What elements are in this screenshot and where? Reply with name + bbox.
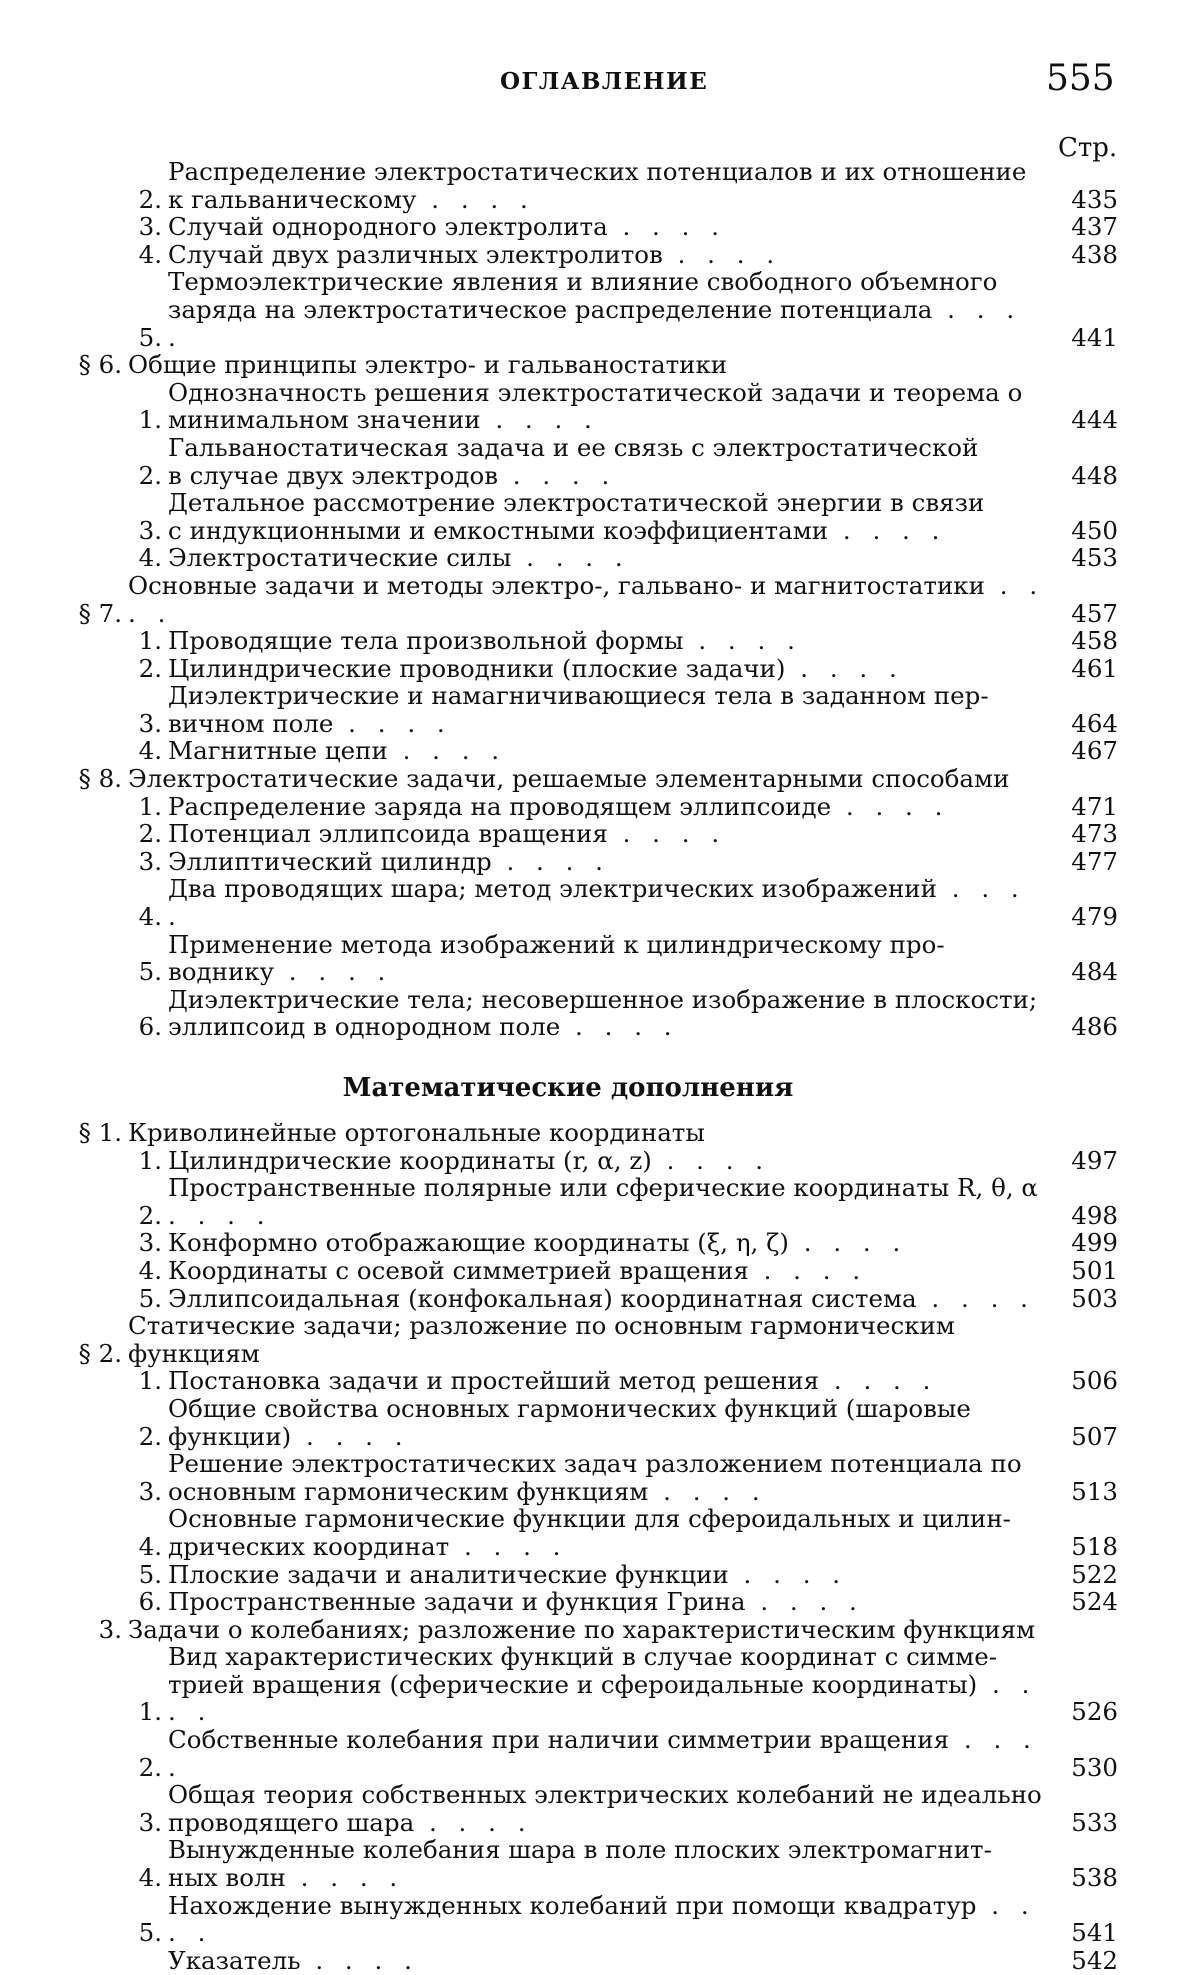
toc-entry — [78, 875, 1118, 930]
toc-entry — [78, 241, 1118, 269]
toc-entry-title — [168, 682, 1048, 737]
toc-entry-page: 464 — [1071, 708, 1118, 738]
dot-leader: . . . . — [128, 570, 1045, 628]
toc-entry — [78, 627, 1118, 655]
toc-entry-title — [168, 434, 1048, 489]
dot-leader: . . . . — [416, 184, 535, 214]
toc-entry-title-line: Электростатические задачи, решаемые элементарными способами — [128, 764, 1010, 794]
toc-entry-number: 4. — [138, 1863, 162, 1893]
toc-entry-title — [128, 765, 1048, 793]
toc-entry-title-line: Пространственные полярные или сферические координаты R, θ, α . . . . — [168, 1173, 1038, 1230]
toc-entry-number: 3. — [138, 708, 162, 738]
toc-entry-title-line: вичном поле . . . . — [168, 708, 452, 738]
toc-entry-title — [168, 1285, 1048, 1313]
toc-entry-page: 450 — [1071, 515, 1118, 545]
toc-entry-page: 513 — [1071, 1476, 1118, 1506]
toc-entry-title — [128, 1616, 1048, 1644]
toc-entry-page: 448 — [1071, 460, 1118, 490]
toc-entry-number: § 2. — [78, 1338, 122, 1368]
toc-entry-number: 2. — [138, 1752, 162, 1782]
toc-entry-title-line: Координаты с осевой симметрией вращения . . . . — [168, 1255, 868, 1285]
dot-leader: . . . . — [168, 1725, 1038, 1782]
toc-entry-number: 3. — [138, 1807, 162, 1837]
toc-entry — [78, 1367, 1118, 1395]
dot-leader: . . . . — [745, 1587, 864, 1617]
toc-entry-title-line: Указатель . . . . — [168, 1945, 419, 1975]
toc-entry-title-line: функциям — [128, 1338, 260, 1368]
toc-entry-title-line: к гальваническому . . . . — [168, 184, 535, 214]
toc-entry-number: § 8. — [78, 764, 122, 794]
toc-entry-number: § 7. — [78, 598, 122, 628]
toc-entry-number: 5. — [138, 322, 162, 352]
dot-leader: . . . . — [291, 1421, 410, 1451]
toc-entry-title-line: Детальное рассмотрение электростатической энергии в связи — [168, 488, 985, 518]
dot-leader: . . . . — [651, 1145, 771, 1175]
toc-entry-number: 4. — [138, 239, 162, 269]
toc-entry-title-line: основным гармоническим функциям . . . . — [168, 1476, 767, 1506]
toc-entry-title — [128, 1119, 1048, 1147]
toc-entry-page: 542 — [1071, 1945, 1118, 1975]
toc-entry — [78, 820, 1118, 848]
dot-leader: . . . . — [333, 708, 452, 738]
toc-entry — [78, 655, 1118, 683]
toc-entry — [78, 379, 1118, 434]
toc-entry-title-line: воднику . . . . — [168, 957, 393, 987]
toc-entry-page: 435 — [1071, 184, 1118, 214]
toc-entry-title — [168, 627, 1048, 655]
toc-entry-title-line: Статические задачи; разложение по основным гармоническим — [128, 1311, 955, 1341]
toc-entry-page: 486 — [1071, 1012, 1118, 1042]
running-header-page-number: 555 — [1046, 58, 1115, 99]
toc-entry-title — [168, 1836, 1048, 1891]
toc-entry-number: 3. — [98, 1614, 122, 1644]
toc-entry-title — [168, 875, 1048, 930]
toc-entry-title — [168, 1561, 1048, 1589]
toc-entry-page: 506 — [1071, 1366, 1118, 1396]
toc-entry-title — [168, 1147, 1048, 1175]
toc-entry-number: 3. — [138, 515, 162, 545]
toc-entry-page: 471 — [1071, 791, 1118, 821]
toc-entry-title-line: Потенциал эллипсоида вращения . . . . — [168, 819, 727, 849]
toc-entry — [78, 765, 1118, 793]
toc-entry-title — [168, 489, 1048, 544]
toc-entry-title-line: Случай двух различных электролитов . . . . — [168, 239, 782, 269]
toc-entry-number: 3. — [138, 212, 162, 242]
toc-entry-page: 437 — [1071, 212, 1118, 242]
toc-entry-title-line: Диэлектрические и намагничивающиеся тела в заданном пер- — [168, 681, 989, 711]
toc-entry-title-line: Эллиптический цилиндр . . . . — [168, 846, 610, 876]
toc-entry-title-line: заряда на электростатическое распределение потенциала . . . . — [168, 294, 1022, 352]
toc-entry-title-line: Диэлектрические тела; несовершенное изображение в плоскости; — [168, 984, 1038, 1014]
toc-entry-number: 4. — [138, 1255, 162, 1285]
toc-entry-title — [168, 379, 1048, 434]
page-column-label: Стр. — [1058, 133, 1118, 163]
toc-entry-page: 541 — [1071, 1918, 1118, 1948]
toc-entry — [78, 489, 1118, 544]
toc-entry-page: 458 — [1071, 626, 1118, 656]
toc-entry-title-line: Нахождение вынужденных колебаний при помощи квадратур . . . . — [168, 1890, 1036, 1948]
dot-leader: . . . . — [819, 1366, 938, 1396]
dot-leader: . . . . — [300, 1945, 419, 1975]
toc-entry-title-line: Криволинейные ортогональные координаты — [128, 1118, 705, 1147]
toc-entry-title-line: в случае двух электродов . . . . — [168, 460, 617, 490]
toc-entry-page: 473 — [1071, 819, 1118, 849]
toc-entry-title-line: Цилиндрические координаты (r, α, z) . . . . — [168, 1145, 771, 1175]
toc-entry-number: 4. — [138, 902, 162, 932]
dot-leader: . . . . — [480, 405, 599, 435]
toc-entry-title — [168, 1395, 1048, 1450]
toc-entry — [78, 1836, 1118, 1891]
toc-entry-title-line: Распределение заряда на проводящем эллипсоиде . . . . — [168, 791, 950, 821]
dot-leader: . . . . — [168, 1669, 1037, 1727]
toc-entry-title-line: Общие принципы электро- и гальваностатики — [128, 350, 728, 380]
toc-entry-page: 461 — [1071, 653, 1118, 683]
toc-entry — [78, 1947, 1118, 1975]
toc-entry-title-line: Гальваностатическая задача и ее связь с электростатической — [168, 432, 979, 462]
toc-entry-title — [128, 1312, 1048, 1367]
section-title-math-supplements: Математические дополнения — [342, 1073, 794, 1103]
toc-entry-title — [168, 158, 1048, 213]
toc-entry-title-line: Плоские задачи и аналитические функции . . . . — [168, 1559, 848, 1589]
toc-entry-title — [168, 737, 1048, 765]
dot-leader: . . . . — [748, 1255, 868, 1285]
toc-entry-number: 3. — [138, 1228, 162, 1258]
dot-leader: . . . . — [414, 1807, 533, 1837]
dot-leader: . . . . — [728, 1559, 848, 1589]
toc-entry-title — [168, 986, 1048, 1041]
toc-entry-title — [168, 1588, 1048, 1616]
toc-entry-title — [168, 655, 1048, 683]
toc-entry — [78, 351, 1118, 379]
dot-leader: . . . . — [285, 1863, 405, 1893]
toc-entry — [78, 158, 1118, 213]
toc-entry-title — [168, 1505, 1048, 1560]
toc-entry-title-line: Основные гармонические функции для сфероидальных и цилин- — [168, 1504, 1011, 1534]
toc-entry-page: 497 — [1071, 1145, 1118, 1175]
toc-entry-number: 2. — [138, 460, 162, 490]
toc-entry-title-line: Общие свойства основных гармонических функций (шаровые — [168, 1393, 971, 1423]
toc-entry-title-line: трией вращения (сферические и сфероидальные координаты) . . . . — [168, 1669, 1037, 1727]
toc-entry — [78, 1505, 1118, 1560]
toc-entry-page: 518 — [1071, 1531, 1118, 1561]
toc-entry — [78, 434, 1118, 489]
dot-leader: . . . . — [560, 1012, 679, 1042]
toc-entry-title — [168, 1643, 1048, 1726]
dot-leader: . . . . — [387, 736, 507, 766]
toc-entry-page: 533 — [1071, 1807, 1118, 1837]
toc-entry-title — [168, 1257, 1048, 1285]
toc-entry-title-line: Решение электростатических задач разложением потенциала по — [168, 1449, 1022, 1479]
toc-entry-title — [168, 1229, 1048, 1257]
toc-entry-title — [168, 848, 1048, 876]
toc-entry-title — [168, 1781, 1048, 1836]
toc-entry-number: 2. — [138, 819, 162, 849]
toc-entry-number: 6. — [138, 1587, 162, 1617]
dot-leader: . . . . — [274, 957, 393, 987]
toc-entry-title-line: Эллипсоидальная (конфокальная) координатная система . . . . — [168, 1283, 1035, 1313]
dot-leader: . . . . — [831, 791, 950, 821]
toc-entry-number: 1. — [138, 1366, 162, 1396]
table-of-contents — [78, 158, 1118, 1974]
dot-leader: . . . . — [449, 1531, 568, 1561]
toc-entry-page: 526 — [1071, 1697, 1118, 1727]
toc-entry-number: 4. — [138, 543, 162, 573]
toc-entry — [78, 1561, 1118, 1589]
toc-entry — [78, 1892, 1118, 1947]
toc-entry — [78, 986, 1118, 1041]
dot-leader: . . . . — [168, 294, 1022, 352]
toc-entry-page: 444 — [1071, 405, 1118, 435]
toc-entry — [78, 1119, 1118, 1147]
toc-entry-page: 507 — [1071, 1421, 1118, 1451]
toc-entry-title-line: Конформно отображающие координаты (ξ, η, ζ) . . . . — [168, 1228, 908, 1258]
toc-entry-title-line: минимальном значении . . . . — [168, 405, 599, 435]
toc-entry — [78, 1395, 1118, 1450]
toc-entry-number: 5. — [138, 957, 162, 987]
toc-entry-page: 477 — [1071, 846, 1118, 876]
dot-leader: . . . . — [511, 543, 630, 573]
toc-entry-title — [168, 241, 1048, 269]
toc-entry-number: 5. — [138, 1283, 162, 1313]
toc-entry-number: 4. — [138, 1531, 162, 1561]
toc-entry — [78, 1285, 1118, 1313]
toc-entry-number: 1. — [138, 1145, 162, 1175]
toc-entry-title-line: Вынужденные колебания шара в поле плоских электромагнит- — [168, 1835, 992, 1865]
toc-entry — [78, 682, 1118, 737]
toc-entry-title — [168, 1726, 1048, 1781]
toc-entry-page: 453 — [1071, 543, 1118, 573]
toc-entry-title-line: Два проводящих шара; метод электрических изображений . . . . — [168, 874, 1026, 932]
toc-entry-number: 2. — [138, 653, 162, 683]
toc-entry — [78, 1257, 1118, 1285]
toc-entry-title-line: Однозначность решения электростатической задачи и теорема о — [168, 377, 1023, 407]
toc-entry — [78, 268, 1118, 351]
toc-entry-title-line: Основные задачи и методы электро-, гальвано- и магнитостатики . . . . — [128, 570, 1045, 628]
dot-leader: . . . . — [491, 846, 610, 876]
toc-entry-title-line: Цилиндрические проводники (плоские задачи) . . . . — [168, 653, 904, 683]
toc-entry-title — [168, 213, 1048, 241]
toc-entry-number: 2. — [138, 184, 162, 214]
toc-entry-page: 438 — [1071, 239, 1118, 269]
toc-entry-title — [168, 1367, 1048, 1395]
toc-entry-number: § 1. — [78, 1118, 122, 1147]
toc-entry — [78, 1450, 1118, 1505]
dot-leader: . . . . — [168, 1200, 272, 1230]
toc-entry-number: 5. — [138, 1918, 162, 1948]
toc-entry-title-line: ных волн . . . . — [168, 1863, 405, 1893]
toc-entry-number: 3. — [138, 1476, 162, 1506]
toc-entry — [78, 1147, 1118, 1175]
running-header-title: ОГЛАВЛЕНИЕ — [500, 68, 709, 95]
toc-entry-title — [168, 931, 1048, 986]
toc-entry-page: 522 — [1071, 1559, 1118, 1589]
toc-entry-number: 1. — [138, 791, 162, 821]
toc-entry-page: 503 — [1071, 1283, 1118, 1313]
toc-entry-number: 6. — [138, 1012, 162, 1042]
toc-entry — [78, 1174, 1118, 1229]
toc-entry-page: 501 — [1071, 1255, 1118, 1285]
toc-entry-title-line: Магнитные цепи . . . . — [168, 736, 507, 766]
toc-entry-title-line: Вид характеристических функций в случае координат с симме- — [168, 1642, 998, 1672]
dot-leader: . . . . — [607, 819, 727, 849]
dot-leader: . . . . — [828, 515, 947, 545]
toc-entry-page: 441 — [1071, 322, 1118, 352]
toc-entry-number: 5. — [138, 1559, 162, 1589]
toc-entry-title-line: Задачи о колебаниях; разложение по характеристическим функциям — [128, 1614, 1036, 1644]
toc-entry-number: 4. — [138, 736, 162, 766]
toc-entry — [78, 1781, 1118, 1836]
toc-entry-title-line: с индукционными и емкостными коэффициентами . . . . — [168, 515, 947, 545]
toc-entry — [78, 1616, 1118, 1644]
toc-entry-title-line: Электростатические силы . . . . — [168, 543, 630, 573]
toc-entry-page: 524 — [1071, 1587, 1118, 1617]
toc-entry-title — [168, 793, 1048, 821]
toc-entry-title-line: Общая теория собственных электрических колебаний не идеально — [168, 1780, 1042, 1810]
toc-entry-title-line: проводящего шара . . . . — [168, 1807, 533, 1837]
toc-entry-title-line: Термоэлектрические явления и влияние свободного объемного — [168, 267, 998, 297]
toc-entry-title — [168, 1174, 1048, 1229]
toc-entry — [78, 1588, 1118, 1616]
toc-entry-page: 499 — [1071, 1228, 1118, 1258]
toc-entry-title-line: дрических координат . . . . — [168, 1531, 568, 1561]
toc-entry — [78, 1726, 1118, 1781]
toc-entry-title — [168, 268, 1048, 351]
toc-entry-title — [168, 1450, 1048, 1505]
toc-entry-number: 1. — [138, 626, 162, 656]
dot-leader: . . . . — [168, 874, 1026, 932]
dot-leader: . . . . — [497, 460, 617, 490]
toc-entry-number: 2. — [138, 1421, 162, 1451]
toc-entry-number: 2. — [138, 1200, 162, 1230]
toc-part-supplements — [78, 1119, 1118, 1974]
toc-entry-title-line: Постановка задачи и простейший метод решения . . . . — [168, 1366, 938, 1396]
toc-entry-title-line: Распределение электростатических потенциалов и их отношение — [168, 157, 1027, 186]
toc-entry-title-line: Собственные колебания при наличии симметрии вращения . . . . — [168, 1725, 1038, 1782]
toc-entry-title — [168, 820, 1048, 848]
toc-entry-title-line: функции) . . . . — [168, 1421, 410, 1451]
toc-entry — [78, 931, 1118, 986]
toc-entry-page: 457 — [1071, 598, 1118, 628]
toc-entry — [78, 1229, 1118, 1257]
dot-leader: . . . . — [648, 1476, 767, 1506]
toc-entry-page: 467 — [1071, 736, 1118, 766]
dot-leader: . . . . — [662, 239, 782, 269]
dot-leader: . . . . — [785, 653, 904, 683]
toc-entry-title — [168, 1947, 1048, 1975]
toc-entry-number: 1. — [138, 1697, 162, 1727]
dot-leader: . . . . — [788, 1228, 908, 1258]
dot-leader: . . . . — [683, 626, 802, 656]
toc-entry-page: 484 — [1071, 957, 1118, 987]
toc-entry — [78, 1643, 1118, 1726]
dot-leader: . . . . — [607, 212, 726, 242]
toc-entry — [78, 737, 1118, 765]
toc-entry-page: 538 — [1071, 1863, 1118, 1893]
toc-entry-title-line: Случай однородного электролита . . . . — [168, 212, 726, 242]
toc-entry-number: 3. — [138, 846, 162, 876]
toc-entry — [78, 213, 1118, 241]
toc-entry-page: 479 — [1071, 902, 1118, 932]
toc-entry — [78, 793, 1118, 821]
toc-entry — [78, 1312, 1118, 1367]
toc-entry-title-line: эллипсоид в однородном поле . . . . — [168, 1012, 679, 1042]
toc-entry-title — [168, 1892, 1048, 1947]
toc-entry-number: § 6. — [78, 350, 122, 380]
toc-entry — [78, 848, 1118, 876]
dot-leader: . . . . — [916, 1283, 1035, 1313]
toc-entry-page: 498 — [1071, 1200, 1118, 1230]
dot-leader: . . . . — [168, 1890, 1036, 1948]
toc-entry-title — [168, 544, 1048, 572]
toc-part-main — [78, 158, 1118, 1041]
toc-entry-title — [128, 351, 1048, 379]
toc-entry — [78, 544, 1118, 572]
toc-entry-title — [128, 572, 1048, 627]
toc-entry-page: 530 — [1071, 1752, 1118, 1782]
toc-entry — [78, 572, 1118, 627]
toc-entry-number: 1. — [138, 405, 162, 435]
toc-entry-title-line: Проводящие тела произвольной формы . . . . — [168, 626, 802, 656]
toc-entry-title-line: Применение метода изображений к цилиндрическому про- — [168, 929, 945, 959]
toc-entry-title-line: Пространственные задачи и функция Грина . . . . — [168, 1587, 864, 1617]
